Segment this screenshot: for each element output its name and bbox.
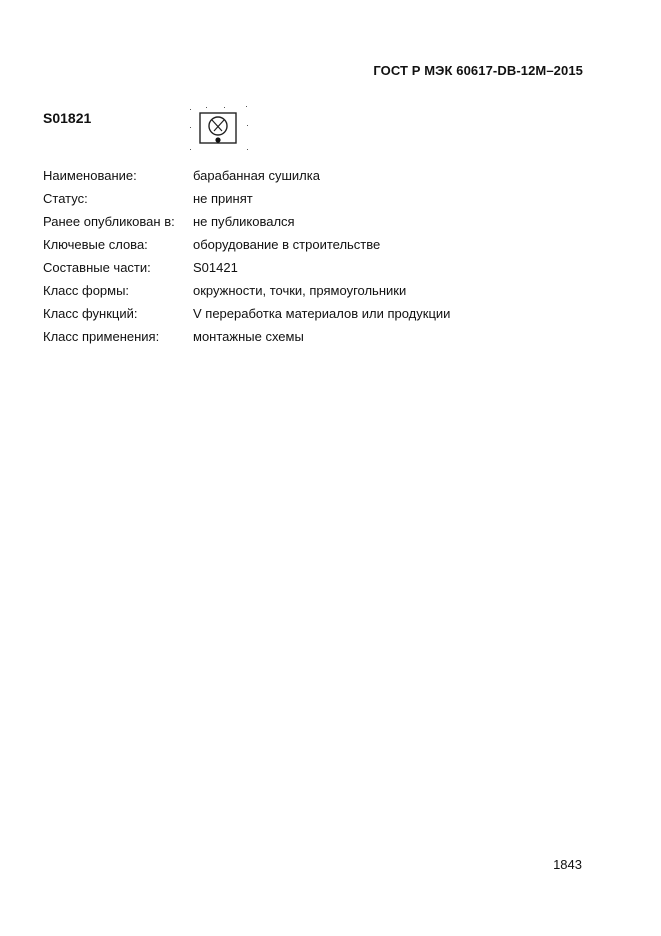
property-row-keywords (43, 233, 450, 256)
symbol-id: S01821 (43, 110, 92, 126)
property-value: оборудование в строительстве (193, 237, 381, 252)
property-row-status (43, 187, 450, 210)
property-label: Класс функций: (43, 306, 138, 321)
property-label: Статус: (43, 191, 88, 206)
property-row-shape-class (43, 279, 450, 302)
property-label: Составные части: (43, 260, 151, 275)
property-value: V переработка материалов или продукции (193, 306, 451, 321)
page-number: 1843 (553, 857, 582, 872)
property-row-name (43, 164, 450, 187)
property-value: не публиковался (193, 214, 295, 229)
property-value: монтажные схемы (193, 329, 304, 344)
property-label: Класс формы: (43, 283, 130, 298)
property-value: окружности, точки, прямоугольники (193, 283, 407, 298)
property-label: Наименование: (43, 168, 137, 183)
property-label: Ключевые слова: (43, 237, 148, 252)
property-row-published (43, 210, 450, 233)
drum-dryer-symbol-icon (186, 105, 252, 153)
symbol-dot (215, 137, 220, 142)
property-value: S01421 (193, 260, 238, 275)
property-row-components (43, 256, 450, 279)
property-row-application-class (43, 325, 450, 348)
property-row-function-class (43, 302, 450, 325)
properties-table (43, 164, 450, 348)
property-value: барабанная сушилка (193, 168, 320, 183)
document-header: ГОСТ Р МЭК 60617-DB-12M–2015 (373, 63, 583, 78)
property-label: Класс применения: (43, 329, 160, 344)
property-label: Ранее опубликован в: (43, 214, 175, 229)
property-value: не принят (193, 191, 253, 206)
